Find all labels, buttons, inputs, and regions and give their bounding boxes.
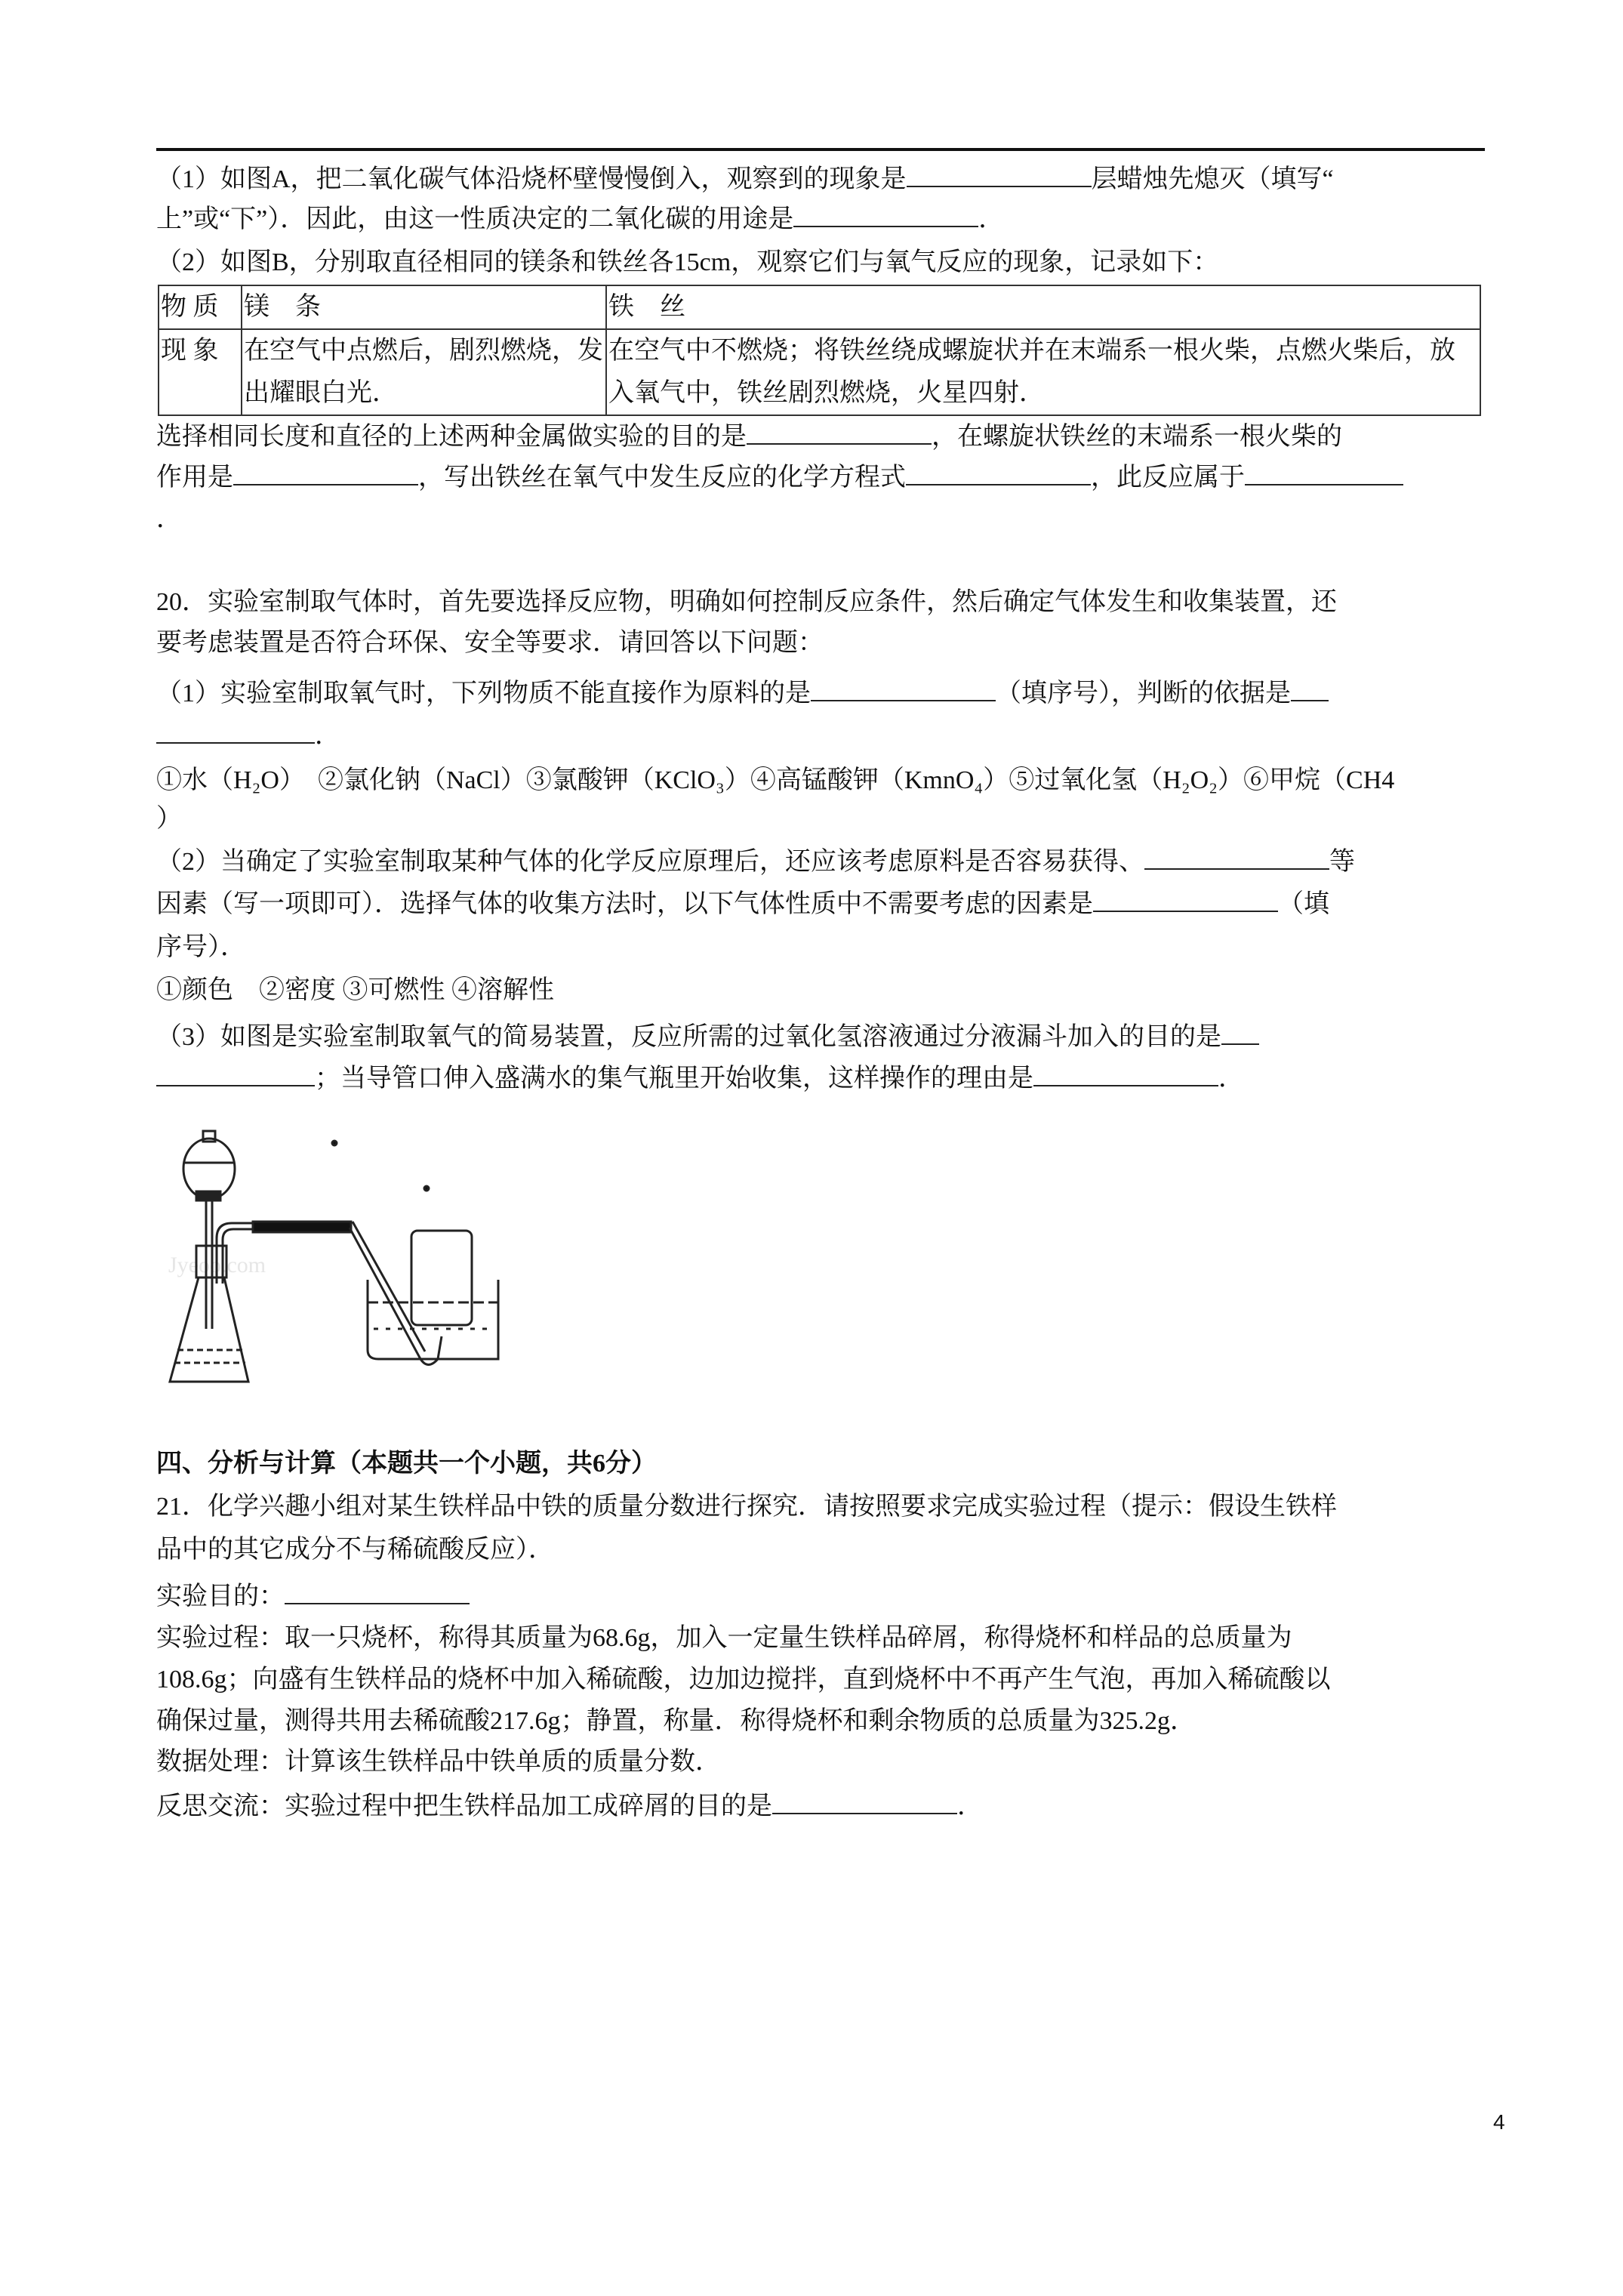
answer-blank[interactable]: [1221, 1021, 1259, 1045]
text-segment: （2）当确定了实验室制取某种气体的化学反应原理后，还应该考虑原料是否容易获得、: [156, 848, 1144, 876]
text-segment: 四、分析与计算（本题共一个小题，共6分）: [156, 1450, 657, 1478]
text-line: [156, 1790, 983, 1823]
answer-blank[interactable]: [233, 461, 418, 485]
text-segment: 要考虑装置是否符合环保、安全等要求．请回答以下问题：: [156, 629, 824, 657]
text-line: [156, 1447, 657, 1481]
table-cell: 在空气中点燃后，剧烈燃烧，发出耀眼白光．: [242, 329, 606, 415]
text-segment: 选择相同长度和直径的上述两种金属做实验的目的是: [156, 423, 747, 451]
gas-collecting-bottle: [411, 1231, 472, 1325]
text-line: [156, 1580, 470, 1613]
text-line: [156, 503, 182, 536]
text-line: [156, 1622, 1292, 1655]
separatory-funnel: [183, 1139, 235, 1199]
text-segment: 实验过程：取一只烧杯，称得其质量为68.6g，加入一定量生铁样品碎屑，称得烧杯和样品的总质量为: [156, 1624, 1292, 1652]
text-line: [156, 931, 246, 964]
text-segment: 上”或“下”）．因此，由这一性质决定的二氧化碳的用途是: [156, 205, 794, 233]
text-segment: ，在螺旋状铁丝的末端系一根火柴的: [932, 423, 1342, 451]
text-segment: （3）如图是实验室制取氧气的简易装置，反应所需的过氧化氢溶液通过分液漏斗加入的目的是: [156, 1023, 1221, 1051]
answer-blank[interactable]: [907, 163, 1092, 187]
text-line: [156, 203, 1004, 236]
answer-blank[interactable]: [1144, 846, 1329, 870]
table-cell: 现 象: [159, 329, 242, 415]
text-segment: ①水（H₂O） ②氯化钠（NaCl）③氯酸钾（KClO₃）④高锰酸钾（KmnO₄）⑤过氧化氢（H₂O₂）⑥甲烷（CH4: [156, 766, 1395, 794]
page-number: 4: [1493, 2110, 1505, 2134]
answer-blank[interactable]: [1291, 677, 1329, 701]
water-trough: [368, 1280, 498, 1359]
text-segment: 确保过量，测得共用去稀硫酸217.6g；静置，称量．称得烧杯和剩余物质的总质量为325.2g．: [156, 1707, 1196, 1735]
answer-blank[interactable]: [1033, 1062, 1218, 1086]
answer-blank[interactable]: [811, 677, 996, 701]
text-segment: ．: [1218, 1065, 1244, 1093]
answer-blank[interactable]: [156, 720, 315, 744]
oxygen-apparatus-figure: [155, 1110, 510, 1389]
text-segment: 反思交流：实验过程中把生铁样品加工成碎屑的目的是: [156, 1792, 772, 1820]
text-segment: ．: [957, 1792, 983, 1820]
text-line: [156, 1663, 1331, 1697]
text-segment: （1）实验室制取氧气时，下列物质不能直接作为原料的是: [156, 680, 811, 707]
text-segment: 层蜡烛先熄灭（填写“: [1091, 165, 1334, 193]
text-line: [156, 1062, 1244, 1096]
answer-blank[interactable]: [906, 461, 1091, 485]
text-line: [156, 627, 824, 660]
text-segment: ，此反应属于: [1091, 464, 1245, 492]
text-segment: 作用是: [156, 464, 233, 492]
text-segment: 108.6g；向盛有生铁样品的烧杯中加入稀硫酸，边加边搅拌，直到烧杯中不再产生气泡，再加入稀硫酸以: [156, 1666, 1331, 1693]
text-line: [156, 677, 1329, 710]
rubber-tube: [253, 1222, 351, 1232]
text-line: [156, 846, 1355, 879]
text-segment: 等: [1329, 848, 1355, 876]
text-line: [156, 974, 554, 1007]
text-segment: ）: [156, 805, 182, 833]
text-segment: （填序号），判断的依据是: [996, 680, 1291, 707]
text-line: [156, 1490, 1337, 1524]
text-line: [156, 461, 1403, 495]
text-segment: （2）如图B，分别取直径相同的镁条和铁丝各15cm，观察它们与氧气反应的现象，记录如下：: [156, 248, 1219, 276]
text-line: [156, 803, 182, 836]
text-segment: ．: [978, 205, 1005, 233]
table-cell: 镁 条: [242, 285, 606, 329]
text-line: [156, 1746, 721, 1779]
answer-blank[interactable]: [1093, 888, 1278, 912]
conical-flask: [170, 1277, 248, 1382]
text-segment: （1）如图A，把二氧化碳气体沿烧杯壁慢慢倒入，观察到的现象是: [156, 165, 907, 193]
text-line: [156, 720, 340, 753]
answer-blank[interactable]: [772, 1790, 957, 1814]
text-segment: ；当导管口伸入盛满水的集气瓶里开始收集，这样操作的理由是: [315, 1065, 1033, 1093]
text-line: [156, 1533, 554, 1567]
text-segment: 序号）．: [156, 933, 246, 961]
table-cell: 物 质: [159, 285, 242, 329]
text-segment: 因素（写一项即可）．选择气体的收集方法时，以下气体性质中不需要考虑的因素是: [156, 890, 1093, 918]
text-segment: ．: [156, 505, 182, 533]
answer-blank[interactable]: [1245, 461, 1403, 485]
text-segment: 21．化学兴趣小组对某生铁样品中铁的质量分数进行探究．请按照要求完成实验过程（提示：假设生铁样: [156, 1493, 1337, 1521]
table-cell: 在空气中不燃烧；将铁丝绕成螺旋状并在末端系一根火柴，点燃火柴后，放入氧气中，铁丝剧烈燃烧，火星四射．: [606, 329, 1480, 415]
figure-watermark: Jyeoo.com: [168, 1253, 266, 1277]
answer-blank[interactable]: [285, 1580, 470, 1604]
answer-blank[interactable]: [747, 421, 932, 445]
text-line: [156, 1705, 1196, 1738]
text-segment: ．: [315, 722, 340, 750]
text-line: [156, 1021, 1259, 1054]
text-line: [156, 586, 1337, 619]
table-row: [159, 329, 1480, 415]
text-line: [156, 888, 1329, 921]
text-line: [156, 246, 1218, 279]
text-segment: ，写出铁丝在氧气中发生反应的化学方程式: [418, 464, 906, 492]
text-segment: ①颜色 ②密度 ③可燃性 ④溶解性: [156, 976, 554, 1004]
answer-blank[interactable]: [793, 203, 978, 227]
text-line: [156, 163, 1334, 196]
text-line: [156, 421, 1342, 454]
text-line: [156, 764, 1394, 797]
text-segment: （填: [1278, 890, 1329, 918]
table-cell: 铁 丝: [606, 285, 1480, 329]
header-rule: [156, 148, 1485, 151]
observation-table: [158, 285, 1481, 416]
text-segment: 数据处理：计算该生铁样品中铁单质的质量分数．: [156, 1748, 721, 1776]
text-segment: 品中的其它成分不与稀硫酸反应）．: [156, 1536, 554, 1564]
text-segment: 实验目的：: [156, 1583, 285, 1610]
table-header-row: [159, 285, 1480, 329]
text-segment: 20．实验室制取气体时，首先要选择反应物，明确如何控制反应条件，然后确定气体发生和收集装置，还: [156, 588, 1337, 616]
answer-blank[interactable]: [156, 1062, 315, 1086]
